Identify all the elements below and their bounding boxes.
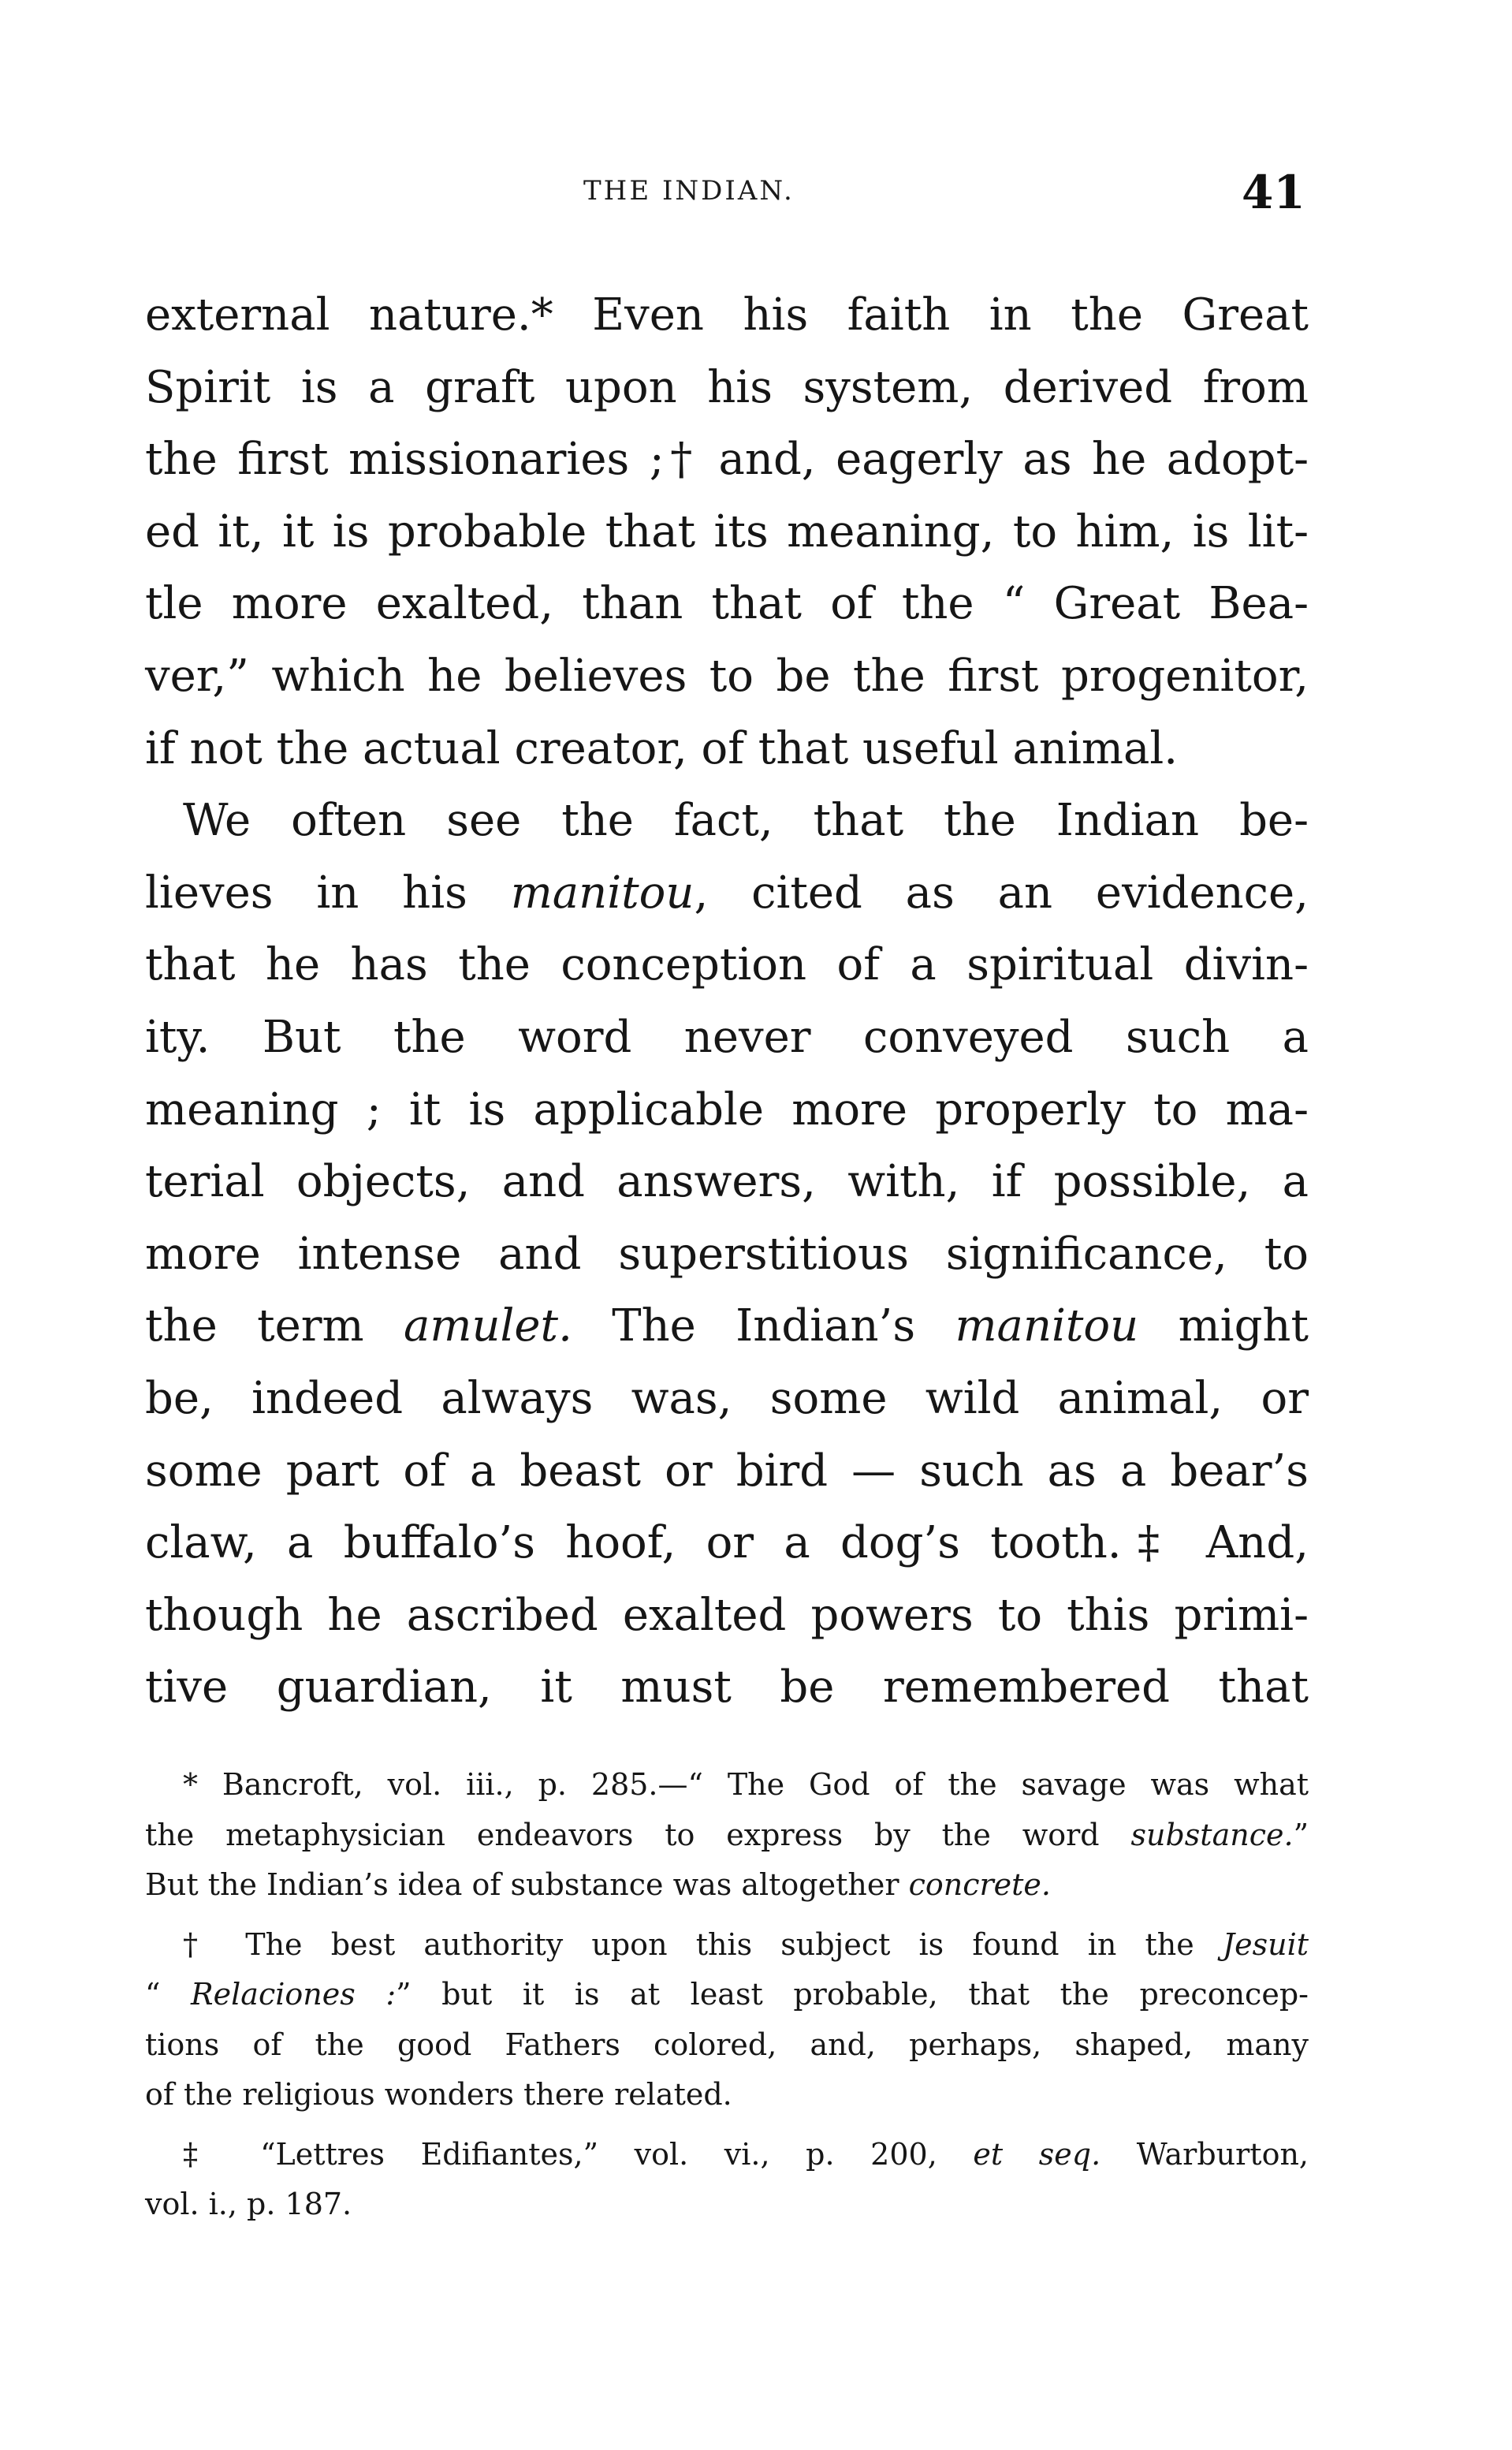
text-line: more intense and superstitious significance, to [145, 1228, 1309, 1280]
text-line [145, 857, 1309, 930]
text-run: The Indian’s [572, 1300, 955, 1352]
text-line: though he ascribed exalted powers to this primi- [145, 1589, 1309, 1641]
footnote-line [145, 2130, 1309, 2180]
text-line: that he has the conception of a spiritual divin- [145, 939, 1309, 991]
footnote-line [145, 1860, 1309, 1911]
footnote-line [145, 1970, 1309, 2020]
footnote-line [145, 1920, 1309, 1971]
text-run: lieves in his [145, 867, 511, 919]
text-run: ” but it is at least probable, that the preconcep- [396, 1977, 1309, 2012]
footnotes [145, 1760, 1309, 2230]
text-line: be, indeed always was, some wild animal, or [145, 1372, 1309, 1424]
italic-term: concrete. [908, 1867, 1052, 1902]
text-run: , cited as an evidence, [694, 867, 1309, 919]
text-line: tle more exalted, than that of the “ Great Bea- [145, 578, 1309, 630]
footnote-line: of the religious wonders there related. [145, 2077, 732, 2112]
text-run: the metaphysician endeavors to express by the word [145, 1817, 1131, 1852]
footnote-line [145, 1810, 1309, 1861]
text-run: † The best authority upon this subject is found in the [183, 1926, 1223, 1962]
footnote-line: tions of the good Fathers colored, and, perhaps, shaped, many [145, 2027, 1309, 2062]
page-number: 41 [1242, 166, 1305, 219]
text-line: ity. But the word never conveyed such a [145, 1011, 1309, 1063]
italic-term: et seq. [973, 2136, 1101, 2172]
footnote-line: * Bancroft, vol. iii., p. 285.—“ The God of the savage was what [183, 1767, 1309, 1802]
text-line: external nature.* Even his faith in the Great [145, 289, 1309, 341]
text-line: claw, a buffalo’s hoof, or a dog’s tooth.‡ And, [145, 1517, 1309, 1569]
text-line: ed it, it is probable that its meaning, to him, is lit- [145, 505, 1309, 557]
text-line: tive guardian, it must be remembered that [145, 1661, 1309, 1714]
italic-term: amulet. [403, 1300, 572, 1352]
text-line: the first missionaries ;† and, eagerly as he adopt- [145, 434, 1309, 486]
italic-term: manitou [955, 1300, 1139, 1352]
text-line: meaning ; it is applicable more properly to ma- [145, 1083, 1309, 1136]
text-run: But the Indian’s idea of substance was altogether [145, 1867, 909, 1902]
text-line [145, 1290, 1309, 1363]
text-run: ” [1293, 1817, 1309, 1852]
text-line: Spirit is a graft upon his system, derived from [145, 361, 1309, 413]
text-run: the term [145, 1300, 404, 1352]
text-line: some part of a beast or bird — such as a bear’s [145, 1445, 1309, 1497]
italic-term: manitou [510, 867, 695, 919]
text-line: terial objects, and answers, with, if possible, a [145, 1156, 1309, 1208]
footnote-1 [145, 1760, 1309, 1911]
text-run: might [1138, 1300, 1309, 1352]
italic-term: Jesuit [1222, 1926, 1309, 1962]
italic-term: Relaciones : [191, 1977, 397, 2012]
text-run: Warburton, [1100, 2136, 1309, 2172]
body-text [145, 279, 1309, 1724]
text-run: “ [145, 1977, 192, 2012]
footnote-2 [145, 1920, 1309, 2120]
text-run: ‡ “Lettres Edifiantes,” vol. vi., p. 200, [183, 2136, 974, 2172]
text-line: if not the actual creator, of that useful animal. [145, 722, 1179, 774]
paragraph-start-line: We often see the fact, that the Indian be- [183, 795, 1309, 847]
footnote-line: vol. i., p. 187. [145, 2187, 352, 2221]
footnote-3 [145, 2130, 1309, 2230]
text-line: ver,” which he believes to be the first progenitor, [145, 650, 1309, 702]
italic-term: substance. [1130, 1817, 1294, 1852]
running-head: THE INDIAN. [583, 175, 795, 207]
